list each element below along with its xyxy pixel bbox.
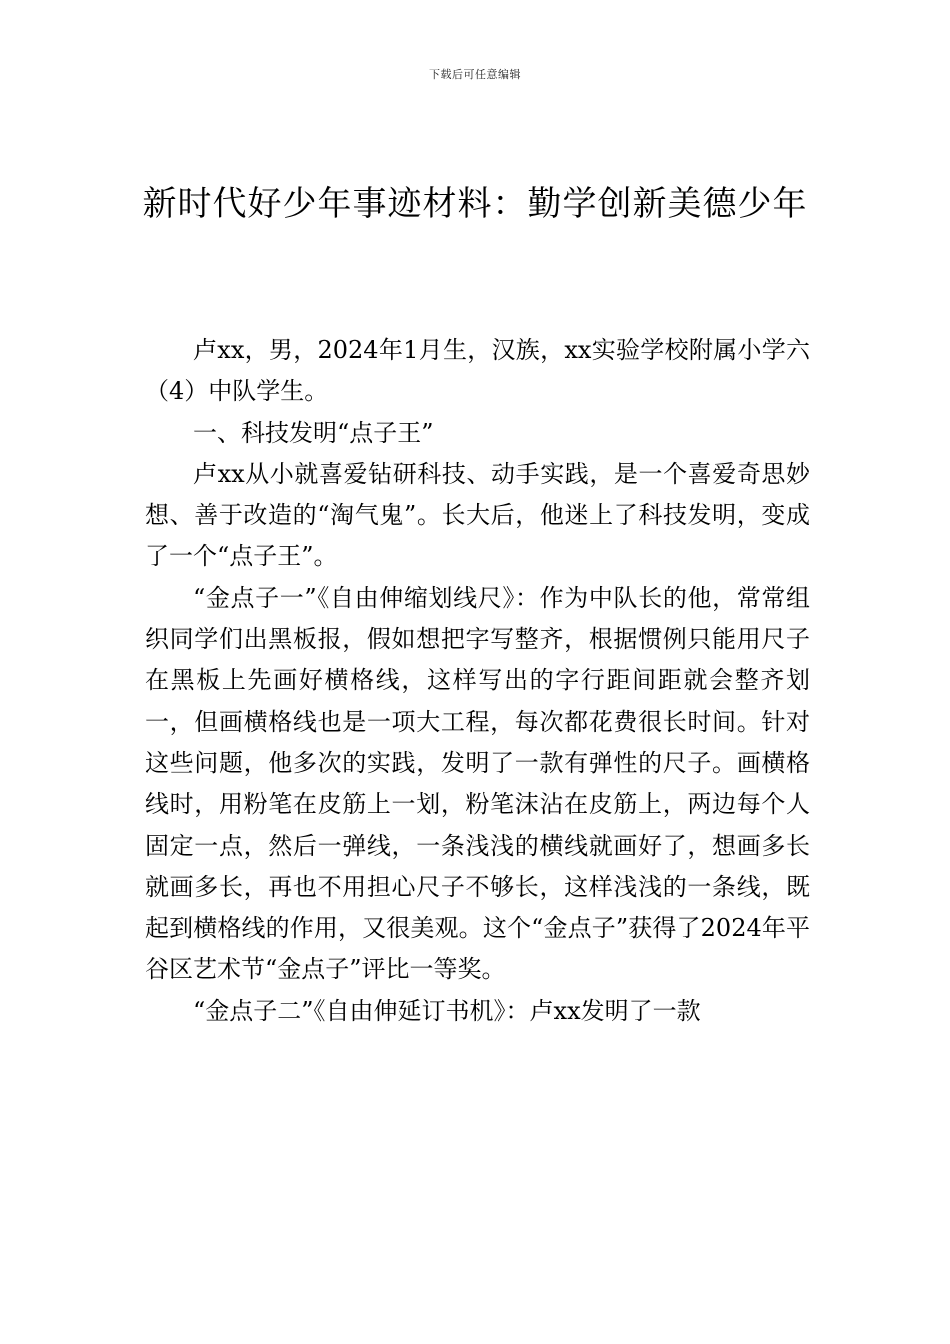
section-heading: 一、科技发明“点子王” — [193, 418, 434, 447]
paragraph: “金点子一”《自由伸缩划线尺》：作为中队长的他，常常组织同学们出黑板报，假如想把字写整齐，根据惯例只能用尺子在黑板上先画好横格线，这样写出的字行距间距就会整齐划一，但画横格线也是一项大工程，每次都花费很长时间。针对这些问题，他多次的实践，发明了一款有弹性的尺子。画横格线时，用粉笔在皮筋上一划，粉笔沫沾在皮筋上，两边每个人固定一点，然后一弹线，一条浅浅的横线就画好了，想画多长就画多长，再也不用担心尺子不够长，这样浅浅的一条线，既起到横格线的作用，又很美观。这个“金点子”获得了2024年平谷区艺术节“金点子”评比一等奖。 — [145, 583, 810, 984]
document-body — [145, 330, 810, 1032]
paragraph-intro: 卢xx，男，2024年1月生，汉族，xx实验学校附属小学六（4）中队学生。 — [145, 336, 810, 406]
paragraph: 卢xx从小就喜爱钻研科技、动手实践，是一个喜爱奇思妙想、善于改造的“淘气鬼”。长大后，他迷上了科技发明，变成了一个“点子王”。 — [145, 459, 810, 571]
document-title: 新时代好少年事迹材料：勤学创新美德少年 — [142, 184, 808, 224]
header-note: 下载后可任意编辑 — [429, 68, 521, 81]
paragraph: “金点子二”《自由伸延订书机》：卢xx发明了一款 — [193, 996, 701, 1025]
